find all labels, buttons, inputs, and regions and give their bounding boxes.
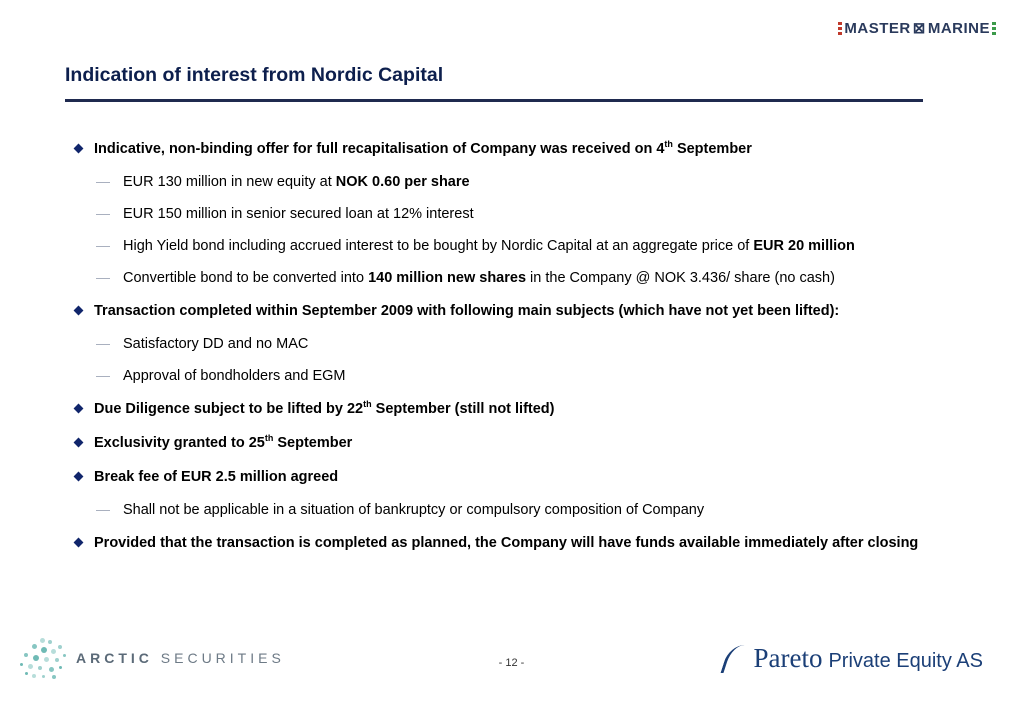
sub-bullet-text — [123, 366, 345, 386]
bullet-text-main: Due Diligence subject to be lifted by 22 — [94, 401, 364, 417]
page-title: Indication of interest from Nordic Capital — [65, 64, 444, 86]
bullet-text — [94, 466, 338, 488]
diamond-bullet-icon — [74, 538, 84, 548]
bullet-item — [73, 466, 943, 488]
sub-text: Approval of bondholders and EGM — [123, 368, 346, 384]
logo-dot — [42, 675, 45, 678]
sub-bullet-text — [123, 204, 474, 224]
bullet-text-main: Indicative, non-binding offer for full recapitalisation of Company was received on 4 — [94, 141, 665, 157]
title-divider — [65, 99, 923, 102]
sub-bullet-text — [123, 236, 855, 256]
bullet-list — [73, 138, 943, 566]
sub-bullet-text — [123, 500, 704, 520]
dash-bullet-icon — [96, 510, 110, 511]
page-number: - 12 - — [498, 657, 525, 669]
bullet-text — [94, 300, 839, 322]
sub-bullet-item — [96, 268, 943, 288]
sub-text: EUR 130 million in new equity at — [123, 174, 336, 190]
diamond-bullet-icon — [74, 144, 84, 154]
sub-bullet-item — [96, 204, 943, 224]
dash-bullet-icon — [96, 214, 110, 215]
sub-text-bold: EUR 20 million — [753, 238, 855, 254]
diamond-bullet-icon — [74, 438, 84, 448]
diamond-bullet-icon — [74, 404, 84, 414]
logo-text-right: MARINE — [927, 19, 990, 37]
bullet-text-tail: September — [273, 435, 353, 451]
bullet-text-main: Break fee of EUR 2.5 million agreed — [94, 469, 339, 485]
sub-bullet-text — [123, 172, 470, 192]
bullet-text — [94, 398, 555, 420]
logo-dot — [25, 672, 28, 675]
bullet-item — [73, 532, 943, 554]
pareto-name: Pareto — [753, 643, 823, 673]
bullet-text-main: Provided that the transaction is completed as planned, the Company will have funds available immediately after closing — [94, 535, 919, 551]
ordinal-suffix: th — [664, 139, 673, 150]
ordinal-suffix: th — [363, 399, 372, 410]
logo-dot — [40, 638, 45, 643]
bullet-text-main: Exclusivity granted to 25 — [94, 435, 265, 451]
sub-text: EUR 150 million in senior secured loan at 12% interest — [123, 206, 474, 222]
sub-text-bold: NOK 0.60 per share — [335, 174, 470, 190]
arctic-bold-text: ARCTIC — [76, 650, 153, 666]
dash-bullet-icon — [96, 344, 110, 345]
sub-text-bold: 140 million new shares — [368, 270, 527, 286]
sub-text: Satisfactory DD and no MAC — [123, 336, 309, 352]
sub-bullet-text — [123, 268, 835, 288]
ordinal-suffix: th — [264, 433, 274, 444]
bullet-text-tail: September (still not lifted) — [371, 401, 555, 417]
bullet-item — [73, 398, 943, 420]
sub-bullet-item — [96, 500, 943, 520]
bullet-item — [73, 138, 943, 160]
bullet-text — [94, 432, 352, 454]
pareto-rest: Private Equity AS — [828, 650, 983, 672]
logo-dot — [58, 645, 62, 649]
bullet-text-tail: September — [672, 141, 752, 157]
bullet-text-main: Transaction completed within September 2009 with following main subjects (which have not yet been lifted): — [94, 303, 840, 319]
sub-text-tail: in the Company @ NOK 3.436/ share (no cash) — [526, 270, 835, 286]
sub-bullet-item — [96, 236, 943, 256]
arctic-rest-text: SECURITIES — [152, 650, 285, 666]
sub-bullet-item — [96, 366, 943, 386]
logo-dot — [32, 674, 36, 678]
diamond-bullet-icon — [74, 306, 84, 316]
logo-dot — [52, 675, 56, 679]
sub-bullet-text — [123, 334, 308, 354]
bullet-item — [73, 432, 943, 454]
bullet-text — [94, 532, 918, 554]
sub-text: Convertible bond to be converted into — [123, 270, 369, 286]
pareto-logo — [725, 643, 983, 674]
pareto-swoosh-icon — [721, 645, 755, 673]
logo-cross-icon: ⊠ — [912, 20, 926, 37]
dash-bullet-icon — [96, 278, 110, 279]
logo-dot — [51, 649, 56, 654]
sub-text: Shall not be applicable in a situation of bankruptcy or compulsory composition of Company — [123, 502, 705, 518]
dash-bullet-icon — [96, 246, 110, 247]
dash-bullet-icon — [96, 376, 110, 377]
mastermarine-logo — [838, 19, 996, 37]
logo-bars-right-icon — [992, 22, 996, 35]
dash-bullet-icon — [96, 182, 110, 183]
logo-dot — [32, 644, 37, 649]
sub-text: High Yield bond including accrued interest to be bought by Nordic Capital at an aggregate price of — [123, 238, 754, 254]
diamond-bullet-icon — [74, 472, 84, 482]
logo-text-left: MASTER — [844, 19, 911, 37]
sub-bullet-item — [96, 334, 943, 354]
logo-dot — [48, 640, 52, 644]
sub-bullet-item — [96, 172, 943, 192]
logo-dot — [41, 647, 47, 653]
logo-bars-left-icon — [838, 22, 842, 35]
bullet-text — [94, 138, 752, 160]
bullet-item — [73, 300, 943, 322]
